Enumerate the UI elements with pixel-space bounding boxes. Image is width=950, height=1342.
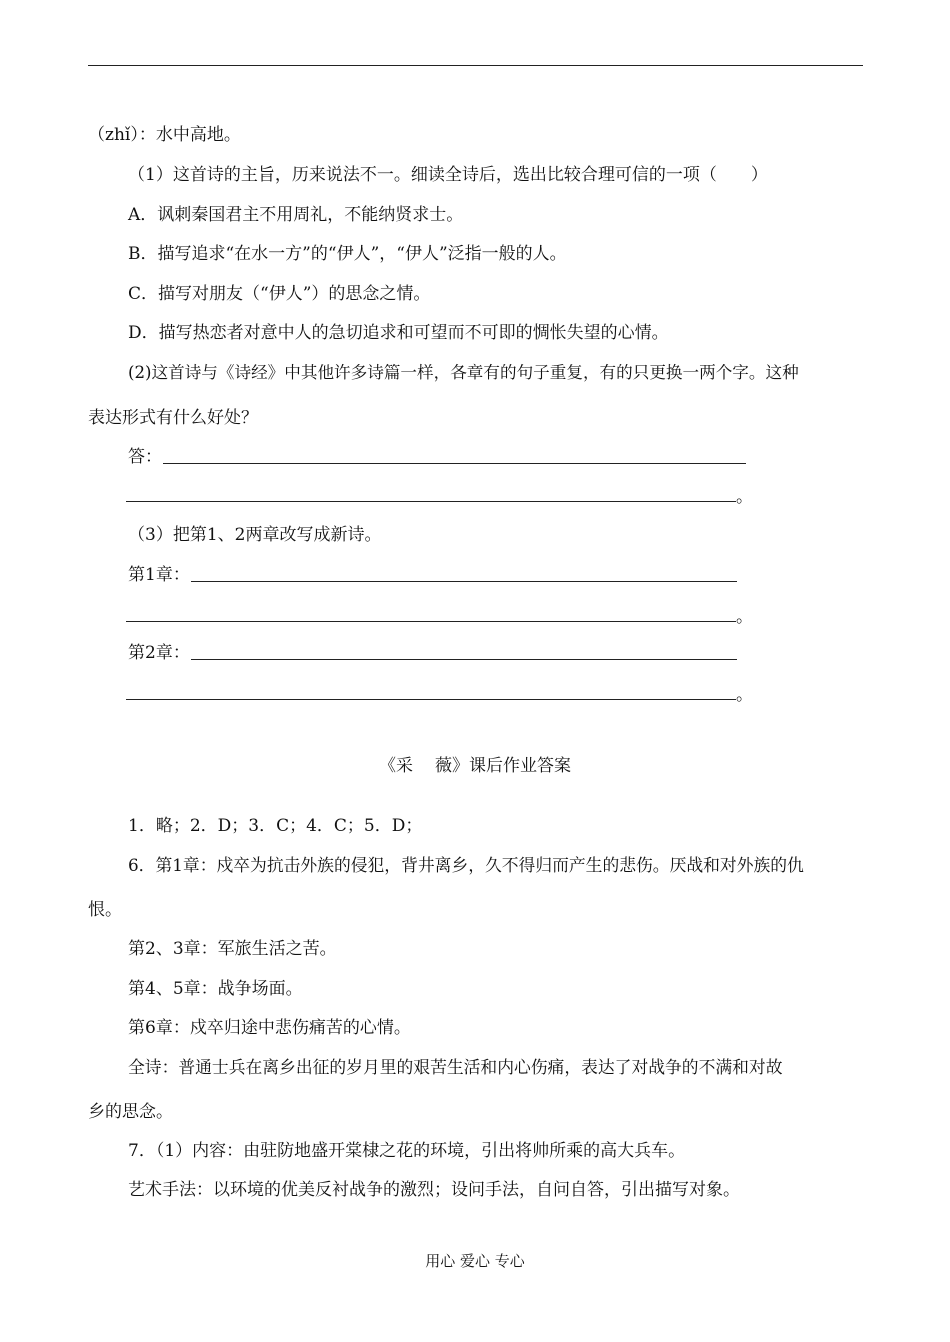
answer-line: 艺术手法：以环境的优美反衬战争的激烈；设问手法，自问自答，引出描写对象。	[128, 1180, 740, 1200]
answer-period: 。	[736, 487, 753, 507]
header-rule	[88, 65, 863, 66]
option-c: C．描写对朋友（“伊人”）的思念之情。	[128, 284, 431, 304]
option-b: B．描写追求“在水一方”的“伊人”，“伊人”泛指一般的人。	[128, 244, 567, 264]
chapter-1-blank-1[interactable]	[191, 581, 737, 582]
chapter-1-label: 第1章：	[128, 565, 190, 585]
question-1: （1）这首诗的主旨，历来说法不一。细读全诗后，选出比较合理可信的一项（ ）	[128, 165, 768, 185]
answer-line: 乡的思念。	[88, 1102, 173, 1122]
answers-title-right: 薇》课后作业答案	[435, 756, 571, 776]
chapter-1-blank-2[interactable]	[126, 621, 736, 622]
chapter-2-period: 。	[736, 685, 753, 705]
question-3: （3）把第1、2两章改写成新诗。	[128, 525, 382, 545]
answer-blank-2[interactable]	[126, 501, 736, 502]
chapter-2-blank-2[interactable]	[126, 699, 736, 700]
answers-title	[0, 751, 950, 776]
question-2-cont: 表达形式有什么好处？	[88, 408, 258, 428]
answer-line: 第4、5章：战争场面。	[128, 979, 303, 999]
question-2: (2)这首诗与《诗经》中其他许多诗篇一样，各章有的句子重复，有的只更换一两个字。这种	[128, 363, 799, 382]
answer-line: 第2、3章：军旅生活之苦。	[128, 939, 337, 959]
answer-label: 答：	[128, 447, 162, 467]
answer-line: 全诗：普通士兵在离乡出征的岁月里的艰苦生活和内心伤痛，表达了对战争的不满和对故	[128, 1057, 783, 1077]
annotation-line: （zhǐ）：水中高地。	[88, 125, 241, 145]
answer-line: 1．略；2．D；3．C；4．C；5．D；	[128, 816, 423, 836]
answer-line: 恨。	[88, 900, 122, 920]
chapter-2-blank-1[interactable]	[191, 659, 737, 660]
answer-line: 第6章：戍卒归途中悲伤痛苦的心情。	[128, 1018, 411, 1038]
answer-line: 7．（1）内容：由驻防地盛开棠棣之花的环境，引出将帅所乘的高大兵车。	[128, 1141, 686, 1161]
answer-blank-1[interactable]	[163, 463, 746, 464]
answers-title-left: 《采	[379, 756, 413, 776]
page-footer: 用心 爱心 专心	[425, 1252, 525, 1270]
chapter-1-period: 。	[736, 607, 753, 627]
answer-line: 6．第1章：戍卒为抗击外族的侵犯，背井离乡，久不得归而产生的悲伤。厌战和对外族的仇	[128, 855, 804, 875]
option-d: D．描写热恋者对意中人的急切追求和可望而不可即的惆怅失望的心情。	[128, 323, 669, 343]
option-a: A．讽刺秦国君主不用周礼，不能纳贤求士。	[128, 205, 464, 225]
chapter-2-label: 第2章：	[128, 643, 190, 663]
